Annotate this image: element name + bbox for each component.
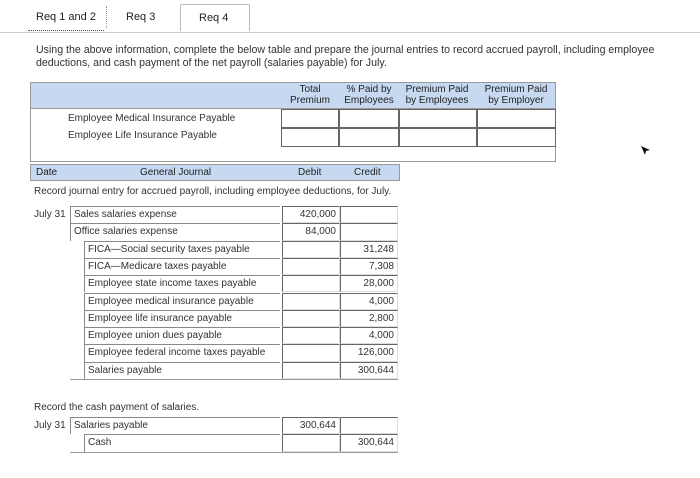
entry2-title: Record the cash payment of salaries.	[34, 402, 200, 413]
debit-input[interactable]: 420,000	[282, 206, 340, 223]
debit-input[interactable]: 300,644	[282, 417, 340, 434]
debit-input[interactable]	[282, 293, 340, 310]
entry2-date: July 31	[34, 420, 66, 431]
tab-req-3[interactable]	[118, 4, 174, 31]
row-label-life-insurance: Employee Life Insurance Payable	[68, 130, 217, 141]
debit-input[interactable]	[282, 241, 340, 258]
entry1-title: Record journal entry for accrued payroll, including employee deductions, for July.	[34, 186, 392, 197]
debit-input[interactable]: 84,000	[282, 223, 340, 240]
header-total-premium: Total Premium	[289, 84, 330, 106]
debit-input[interactable]	[282, 310, 340, 327]
medical-total-premium-input[interactable]	[281, 109, 339, 128]
tab-label: Req 3	[126, 11, 156, 23]
premium-table-footer-row	[30, 147, 556, 162]
account-field[interactable]: Salaries payable	[70, 417, 280, 434]
medical-paid-by-employees-input[interactable]	[399, 109, 477, 128]
premium-table	[30, 82, 556, 162]
tab-label: Req 1 and 2	[36, 11, 96, 23]
debit-input[interactable]	[282, 275, 340, 292]
account-field[interactable]: FICA—Social security taxes payable	[84, 241, 280, 258]
account-field[interactable]: Employee medical insurance payable	[84, 293, 280, 310]
medical-percent-paid-input[interactable]	[339, 109, 399, 128]
account-field[interactable]: Office salaries expense	[70, 223, 280, 240]
mouse-cursor-icon	[640, 145, 652, 157]
journal-header-debit: Debit	[298, 167, 322, 178]
account-field[interactable]: Salaries payable	[84, 362, 280, 379]
credit-input[interactable]: 4,000	[340, 327, 398, 344]
credit-input[interactable]: 4,000	[340, 293, 398, 310]
header-premium-paid-by-employer: Premium Paid by Employer	[484, 84, 548, 106]
tab-req-4[interactable]	[180, 4, 250, 31]
life-paid-by-employees-input[interactable]	[399, 128, 477, 147]
tab-divider	[106, 6, 107, 28]
account-field[interactable]: FICA—Medicare taxes payable	[84, 258, 280, 275]
debit-input[interactable]	[282, 258, 340, 275]
debit-input[interactable]	[282, 362, 340, 379]
tab-underline	[0, 32, 700, 33]
tab-label: Req 4	[199, 12, 229, 24]
journal-header	[30, 164, 400, 181]
medical-paid-by-employer-input[interactable]	[477, 109, 556, 128]
journal-table	[30, 164, 400, 454]
header-premium-paid-by-employees: Premium Paid by Employees	[405, 84, 469, 106]
credit-input[interactable]: 31,248	[340, 241, 398, 258]
credit-input[interactable]: 28,000	[340, 275, 398, 292]
credit-input[interactable]	[340, 206, 398, 223]
credit-input[interactable]: 300,644	[340, 362, 398, 379]
account-field[interactable]: Sales salaries expense	[70, 206, 280, 223]
account-field[interactable]: Employee state income taxes payable	[84, 275, 280, 292]
row-label-medical-insurance: Employee Medical Insurance Payable	[68, 113, 236, 124]
account-field[interactable]: Employee union dues payable	[84, 327, 280, 344]
journal-header-credit: Credit	[354, 167, 381, 178]
header-percent-paid-by-employees: % Paid by Employees	[344, 84, 394, 106]
credit-input[interactable]: 126,000	[340, 344, 398, 361]
journal-header-date: Date	[36, 167, 58, 178]
account-field[interactable]: Employee life insurance payable	[84, 310, 280, 327]
tab-bar	[0, 0, 700, 33]
entry1-bottom-rule	[70, 379, 398, 380]
journal-header-general-journal: General Journal	[140, 167, 212, 178]
entry1-date: July 31	[34, 209, 66, 220]
life-total-premium-input[interactable]	[281, 128, 339, 147]
credit-input[interactable]: 300,644	[340, 434, 398, 451]
account-field[interactable]: Employee federal income taxes payable	[84, 344, 280, 361]
debit-input[interactable]	[282, 327, 340, 344]
credit-input[interactable]: 2,800	[340, 310, 398, 327]
debit-input[interactable]	[282, 344, 340, 361]
premium-table-left-border	[30, 109, 31, 147]
instructions: Using the above information, complete the below table and prepare the journal entries to record accrued payroll, including employee deductions, and cash payment of the net payroll (salaries payable) for July.	[36, 44, 655, 69]
debit-input[interactable]	[282, 434, 340, 451]
credit-input[interactable]	[340, 223, 398, 240]
life-paid-by-employer-input[interactable]	[477, 128, 556, 147]
life-percent-paid-input[interactable]	[339, 128, 399, 147]
account-field[interactable]: Cash	[84, 434, 280, 451]
credit-input[interactable]: 7,308	[340, 258, 398, 275]
credit-input[interactable]	[340, 417, 398, 434]
entry2-bottom-rule	[70, 452, 398, 453]
tab-req-1-and-2[interactable]	[28, 4, 104, 31]
